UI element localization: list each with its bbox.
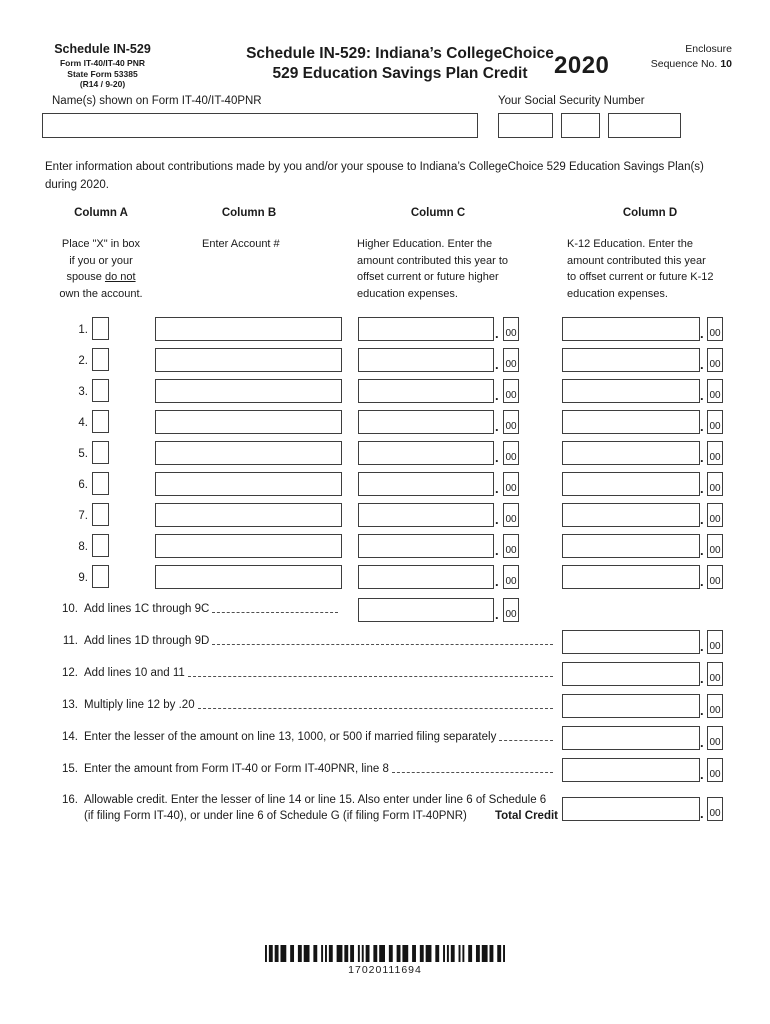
decimal-point: . (495, 388, 499, 403)
cents-box: 00 (503, 472, 519, 496)
line-11-label: Add lines 1D through 9D (84, 635, 210, 647)
ssn-input-serial[interactable] (608, 113, 681, 138)
row-6-higher-ed-amount-input[interactable] (358, 472, 494, 496)
row-number: 6. (78, 479, 88, 491)
line-12 (0, 662, 770, 688)
column-a-description (45, 236, 157, 302)
row-number: 5. (78, 448, 88, 460)
cents-box: 00 (707, 317, 723, 341)
cents-box: 00 (503, 565, 519, 589)
row-4-account-number-input[interactable] (155, 410, 342, 434)
dotted-leader (198, 708, 553, 709)
contribution-row-1 (0, 317, 770, 342)
cents-box: 00 (707, 797, 723, 821)
column-d-desc-line1: K-12 Education. Enter the (567, 238, 693, 250)
decimal-point: . (495, 481, 499, 496)
line-13-label: Multiply line 12 by .20 (84, 699, 195, 711)
line-number: 14. (62, 731, 78, 743)
line-14 (0, 726, 770, 752)
column-c-desc-line3: offset current or future higher (357, 271, 499, 283)
line-15 (0, 758, 770, 784)
line-12-label: Add lines 10 and 11 (84, 667, 185, 679)
dotted-leader (392, 772, 553, 773)
row-7-higher-ed-amount-input[interactable] (358, 503, 494, 527)
decimal-point: . (700, 512, 704, 527)
row-number: 8. (78, 541, 88, 553)
row-number: 2. (78, 355, 88, 367)
cents-box: 00 (503, 317, 519, 341)
contribution-row-5 (0, 441, 770, 466)
page-title-line2: 529 Education Savings Plan Credit (272, 64, 528, 82)
line-16-label-line2: (if filing Form IT-40), or under line 6 of Schedule G (if filing Form IT-40PNR) (84, 810, 467, 822)
row-7-not-owner-checkbox[interactable] (92, 503, 109, 526)
cents-box: 00 (503, 379, 519, 403)
contribution-row-8 (0, 534, 770, 559)
line-number: 12. (62, 667, 78, 679)
line-16-total-credit-input[interactable] (562, 797, 700, 821)
total-credit-label: Total Credit (494, 810, 558, 822)
line-number: 13. (62, 699, 78, 711)
row-6-account-number-input[interactable] (155, 472, 342, 496)
column-a-desc-do-not: do not (104, 271, 136, 283)
enclosure-label: Enclosure (685, 43, 732, 55)
row-8-not-owner-checkbox[interactable] (92, 534, 109, 557)
name-label: Name(s) shown on Form IT-40/IT-40PNR (52, 95, 262, 107)
line-15-label: Enter the amount from Form IT-40 or Form IT-40PNR, line 8 (84, 763, 389, 775)
row-1-not-owner-checkbox[interactable] (92, 317, 109, 340)
column-c-header: Column C (410, 207, 466, 219)
decimal-point: . (700, 543, 704, 558)
row-2-k12-amount-input[interactable] (562, 348, 700, 372)
line-13-label-row (48, 699, 556, 711)
decimal-point: . (495, 326, 499, 341)
line-10 (0, 598, 770, 624)
column-d-desc-line2: amount contributed this year (567, 254, 706, 267)
row-5-higher-ed-amount-input[interactable] (358, 441, 494, 465)
cents-box: 00 (707, 441, 723, 465)
tax-year: 2020 (554, 52, 610, 79)
row-number: 9. (78, 572, 88, 584)
column-c-desc-line1: Higher Education. Enter the (357, 238, 493, 250)
decimal-point: . (495, 450, 499, 465)
line-11-label-row (48, 635, 556, 647)
decimal-point: . (495, 512, 499, 527)
row-9-account-number-input[interactable] (155, 565, 342, 589)
decimal-point: . (495, 543, 499, 558)
cents-box: 00 (707, 758, 723, 782)
contribution-row-7 (0, 503, 770, 528)
cents-box: 00 (707, 630, 723, 654)
column-a-desc-line1: Place "X" in box (61, 238, 141, 250)
line-11 (0, 630, 770, 656)
column-b-description: Enter Account # (202, 238, 280, 250)
form-id-title: Schedule IN-529 (54, 42, 151, 56)
row-8-higher-ed-amount-input[interactable] (358, 534, 494, 558)
form-id-revision: (R14 / 9-20) (79, 79, 126, 89)
row-4-higher-ed-amount-input[interactable] (358, 410, 494, 434)
line-number: 16. (62, 794, 78, 806)
ssn-input-area[interactable] (498, 113, 553, 138)
ssn-input-group[interactable] (561, 113, 600, 138)
dotted-leader (188, 676, 553, 677)
decimal-point: . (700, 735, 704, 750)
decimal-point: . (700, 767, 704, 782)
barcode (265, 945, 505, 962)
cents-box: 00 (707, 694, 723, 718)
page-title-line1: Schedule IN-529: Indiana’s CollegeChoice (246, 45, 554, 62)
line-16-label-line1: Allowable credit. Enter the lesser of line 14 or line 15. Also enter under line 6 of Schedule 6 (84, 794, 547, 806)
cents-box: 00 (707, 472, 723, 496)
column-a-desc-line2: if you or your (69, 254, 133, 267)
decimal-point: . (495, 419, 499, 434)
form-id-line2: Form IT-40/IT-40 PNR (59, 58, 146, 68)
row-6-k12-amount-input[interactable] (562, 472, 700, 496)
line-13 (0, 694, 770, 720)
line-10-amount-input[interactable] (358, 598, 494, 622)
contribution-row-9 (0, 565, 770, 590)
line-number: 15. (62, 763, 78, 775)
cents-box: 00 (707, 726, 723, 750)
column-d-header: Column D (622, 207, 678, 219)
column-a-header: Column A (74, 207, 128, 219)
column-c-description (357, 236, 508, 302)
line-14-amount-input[interactable] (562, 726, 700, 750)
decimal-point: . (700, 481, 704, 496)
cents-box: 00 (707, 379, 723, 403)
decimal-point: . (700, 419, 704, 434)
barcode-number: 17020111694 (348, 964, 422, 976)
contribution-row-2 (0, 348, 770, 373)
line-12-amount-input[interactable] (562, 662, 700, 686)
row-5-not-owner-checkbox[interactable] (92, 441, 109, 464)
row-5-k12-amount-input[interactable] (562, 441, 700, 465)
decimal-point: . (495, 607, 499, 622)
row-2-higher-ed-amount-input[interactable] (358, 348, 494, 372)
decimal-point: . (700, 671, 704, 686)
sequence-label: Sequence No. (650, 58, 718, 70)
cents-box: 00 (503, 441, 519, 465)
line-14-label: Enter the lesser of the amount on line 13, 1000, or 500 if married filing separately (84, 731, 497, 743)
cents-box: 00 (707, 410, 723, 434)
decimal-point: . (495, 574, 499, 589)
line-11-amount-input[interactable] (562, 630, 700, 654)
row-2-account-number-input[interactable] (155, 348, 342, 372)
row-number: 4. (78, 417, 88, 429)
decimal-point: . (700, 574, 704, 589)
row-7-k12-amount-input[interactable] (562, 503, 700, 527)
row-number: 7. (78, 510, 88, 522)
row-4-not-owner-checkbox[interactable] (92, 410, 109, 433)
row-1-k12-amount-input[interactable] (562, 317, 700, 341)
row-3-account-number-input[interactable] (155, 379, 342, 403)
line-15-label-row (48, 763, 556, 775)
decimal-point: . (700, 326, 704, 341)
intro-line1: Enter information about contributions made by you and/or your spouse to Indiana’s CollegeChoice 529 Education Savings Plan(s) (45, 161, 704, 173)
line-10-label-row (48, 603, 341, 615)
row-1-higher-ed-amount-input[interactable] (358, 317, 494, 341)
column-c-desc-line2: amount contributed this year to (357, 254, 509, 267)
column-c-desc-line4: education expenses. (357, 287, 458, 300)
column-a-desc-line3-pre: spouse (66, 271, 105, 283)
line-12-label-row (48, 667, 556, 679)
line-number: 10. (62, 603, 78, 615)
row-9-higher-ed-amount-input[interactable] (358, 565, 494, 589)
cents-box: 00 (707, 565, 723, 589)
row-6-not-owner-checkbox[interactable] (92, 472, 109, 495)
row-2-not-owner-checkbox[interactable] (92, 348, 109, 371)
ssn-label: Your Social Security Number (498, 95, 645, 107)
column-d-desc-line3: to offset current or future K-12 (567, 271, 714, 283)
row-1-account-number-input[interactable] (155, 317, 342, 341)
cents-box: 00 (503, 503, 519, 527)
intro-text (45, 158, 704, 194)
column-a-desc-line3 (45, 269, 157, 286)
decimal-point: . (700, 450, 704, 465)
cents-box: 00 (707, 534, 723, 558)
decimal-point: . (700, 639, 704, 654)
decimal-point: . (700, 806, 704, 821)
row-9-not-owner-checkbox[interactable] (92, 565, 109, 588)
line-16-label-row2 (84, 808, 558, 824)
name-input[interactable] (42, 113, 478, 138)
row-number: 3. (78, 386, 88, 398)
row-number: 1. (78, 324, 88, 336)
column-d-description (567, 236, 714, 302)
sequence-number: 10 (720, 58, 732, 70)
column-b-header: Column B (221, 207, 277, 219)
decimal-point: . (700, 703, 704, 718)
enclosure-block (651, 42, 732, 72)
form-id-line3: State Form 53385 (67, 68, 138, 79)
line-15-amount-input[interactable] (562, 758, 700, 782)
intro-line2: during 2020. (45, 179, 109, 191)
cents-box: 00 (707, 503, 723, 527)
decimal-point: . (495, 357, 499, 372)
cents-box: 00 (503, 410, 519, 434)
row-4-k12-amount-input[interactable] (562, 410, 700, 434)
cents-box: 00 (503, 534, 519, 558)
line-16-label-block (48, 792, 558, 824)
cents-box: 00 (503, 598, 519, 622)
page-title (225, 44, 575, 83)
decimal-point: . (700, 388, 704, 403)
contribution-row-4 (0, 410, 770, 435)
row-3-k12-amount-input[interactable] (562, 379, 700, 403)
column-d-desc-line4: education expenses. (567, 287, 668, 300)
line-10-label: Add lines 1C through 9C (84, 603, 210, 615)
row-8-k12-amount-input[interactable] (562, 534, 700, 558)
dotted-leader (499, 740, 553, 741)
row-3-not-owner-checkbox[interactable] (92, 379, 109, 402)
row-5-account-number-input[interactable] (155, 441, 342, 465)
decimal-point: . (700, 357, 704, 372)
line-number: 11. (62, 635, 78, 647)
row-8-account-number-input[interactable] (155, 534, 342, 558)
column-a-desc-line4: own the account. (59, 287, 143, 300)
cents-box: 00 (707, 662, 723, 686)
line-13-amount-input[interactable] (562, 694, 700, 718)
row-9-k12-amount-input[interactable] (562, 565, 700, 589)
contribution-row-3 (0, 379, 770, 404)
contribution-row-6 (0, 472, 770, 497)
cents-box: 00 (503, 348, 519, 372)
dotted-leader (212, 644, 553, 645)
row-3-higher-ed-amount-input[interactable] (358, 379, 494, 403)
dotted-leader (212, 612, 338, 613)
cents-box: 00 (707, 348, 723, 372)
row-7-account-number-input[interactable] (155, 503, 342, 527)
sequence-line (651, 57, 732, 72)
line-16 (0, 792, 770, 826)
form-id-block (45, 42, 160, 90)
line-14-label-row (48, 731, 556, 743)
line-16-label-row1 (48, 792, 558, 808)
